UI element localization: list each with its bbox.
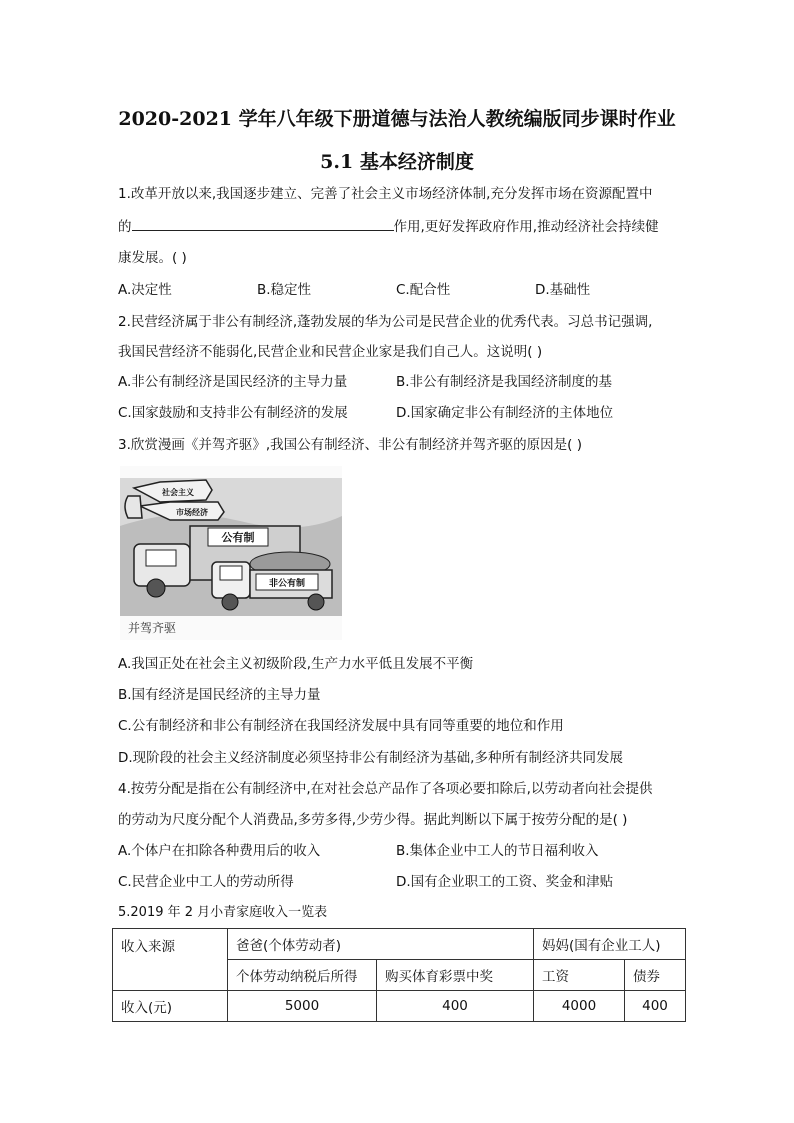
- q1-option-d: D.基础性: [535, 282, 591, 298]
- q1-text-line3: 康发展。( ): [118, 250, 187, 266]
- q3-text-line1: 3.欣赏漫画《并驾齐驱》,我国公有制经济、非公有制经济并驾齐驱的原因是( ): [118, 437, 582, 453]
- sign-bottom-text: 市场经济: [176, 508, 208, 517]
- q3-option-b: B.国有经济是国民经济的主导力量: [118, 687, 321, 703]
- sign-top-text: 社会主义: [162, 488, 194, 497]
- row-label: 收入(元): [113, 991, 228, 1022]
- header-source: 收入来源: [113, 929, 228, 991]
- table-row: [113, 991, 686, 1022]
- section-title: 5.1 基本经济制度: [320, 151, 474, 173]
- value-cell: 5000: [228, 991, 377, 1022]
- q1-option-c: C.配合性: [396, 282, 451, 298]
- subheader-cell: 购买体育彩票中奖: [377, 960, 534, 991]
- value-cell: 400: [625, 991, 686, 1022]
- q1-fill-blank: [132, 216, 394, 231]
- q2-text-line2: 我国民营经济不能弱化,民营企业和民营企业家是我们自己人。这说明( ): [118, 344, 543, 360]
- q5-text-line1: 5.2019 年 2 月小青家庭收入一览表: [118, 905, 328, 920]
- q4-text-line2: 的劳动为尺度分配个人消费品,多劳多得,少劳少得。据此判断以下属于按劳分配的是( ): [118, 812, 628, 828]
- q3-option-a: A.我国正处在社会主义初级阶段,生产力水平低且发展不平衡: [118, 656, 474, 672]
- q4-option-b: B.集体企业中工人的节日福利收入: [396, 843, 599, 859]
- truck1-label: 公有制: [221, 531, 255, 544]
- q4-text-line1: 4.按劳分配是指在公有制经济中,在对社会总产品作了各项必要扣除后,以劳动者向社会提供: [118, 781, 653, 797]
- q2-option-c: C.国家鼓励和支持非公有制经济的发展: [118, 405, 348, 421]
- subheader-cell: 工资: [534, 960, 625, 991]
- q4-option-d: D.国有企业职工的工资、奖金和津贴: [396, 874, 614, 890]
- header-dad: 爸爸(个体劳动者): [228, 929, 534, 960]
- q1-option-b: B.稳定性: [257, 282, 312, 298]
- table-row: [113, 929, 686, 960]
- income-table: [112, 928, 686, 1022]
- subheader-cell: 债券: [625, 960, 686, 991]
- q1-text-post: 作用,更好发挥政府作用,推动经济社会持续健: [393, 219, 659, 235]
- q3-option-d: D.现阶段的社会主义经济制度必须坚持非公有制经济为基础,多种所有制经济共同发展: [118, 750, 623, 766]
- q1-text-pre: 的: [118, 219, 132, 235]
- comic-illustration: [120, 466, 342, 640]
- q1-text-line1: 1.改革开放以来,我国逐步建立、完善了社会主义市场经济体制,充分发挥市场在资源配置中: [118, 186, 653, 202]
- q1-option-a: A.决定性: [118, 282, 172, 298]
- q3-option-c: C.公有制经济和非公有制经济在我国经济发展中具有同等重要的地位和作用: [118, 718, 564, 734]
- header-mom: 妈妈(国有企业工人): [534, 929, 686, 960]
- truck2-label: 非公有制: [268, 579, 306, 589]
- q4-option-a: A.个体户在扣除各种费用后的收入: [118, 843, 321, 859]
- q4-option-c: C.民营企业中工人的劳动所得: [118, 874, 294, 890]
- value-cell: 400: [377, 991, 534, 1022]
- comic-caption: 并驾齐驱: [128, 621, 177, 635]
- subheader-cell: 个体劳动纳税后所得: [228, 960, 377, 991]
- q2-option-b: B.非公有制经济是我国经济制度的基: [396, 374, 613, 390]
- q2-option-d: D.国家确定非公有制经济的主体地位: [396, 405, 614, 421]
- q2-option-a: A.非公有制经济是国民经济的主导力量: [118, 374, 348, 390]
- q2-text-line1: 2.民营经济属于非公有制经济,蓬勃发展的华为公司是民营企业的优秀代表。习总书记强调,: [118, 314, 653, 330]
- page-title: 2020-2021 学年八年级下册道德与法治人教统编版同步课时作业: [118, 108, 676, 130]
- value-cell: 4000: [534, 991, 625, 1022]
- q1-text-line2: [118, 216, 659, 237]
